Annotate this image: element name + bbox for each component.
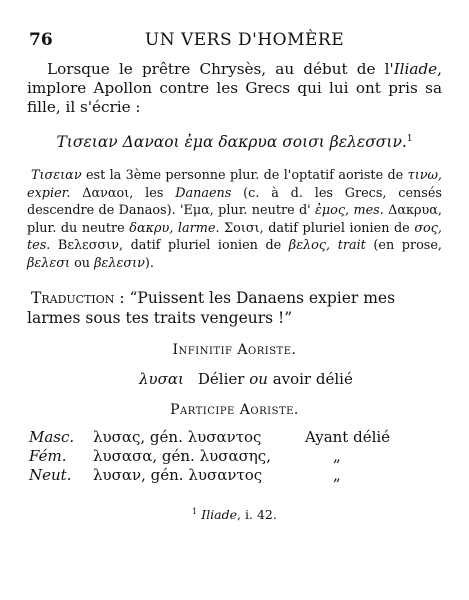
note-text: Δακρυα, plur. du neutre [27,203,442,236]
note-text: est la 3ème personne plur. de l'optatif aoriste de [81,168,408,183]
note-word: βελεσιν [94,255,145,271]
note-word: σος, [414,220,442,236]
note-word: δακρυ, [129,220,174,236]
gender-label: Fém. [29,447,67,465]
participle-heading: Participe Aoriste. [170,402,299,418]
note-text: ou [70,255,95,271]
gender-label: Masc. [29,428,75,446]
participle-table [27,428,390,485]
note-gloss: larme. [177,220,220,236]
page-number: 76 [29,30,53,50]
note-text: Δαναοι, les [70,185,176,201]
infinitive-or: ou [249,370,268,388]
table-row [27,447,390,466]
note-text: (en prose, [365,238,442,253]
footnote-work: Iliade [201,507,238,523]
footnote-ref: , i. 42. [237,507,277,523]
note-word: τινω, [407,168,442,183]
participle-form: λυσαν, gén. λυσαντος [93,466,263,484]
note-word: Τισειαν [31,168,82,183]
note-gloss: tes. [27,238,51,253]
infinitive-greek: λυσαι [139,370,184,388]
note-text: (c. à d. les Grecs, censés descendre de Danaos). 'Εμα, plur. neutre d' [27,185,442,218]
ditto-mark: „ [333,466,341,484]
footnote-mark: 1 [192,507,198,516]
greek-verse [27,133,442,151]
note-word: ἐμος, [315,203,350,218]
infinitive-french-a: Délier [197,370,250,388]
translation-paragraph [27,288,442,328]
intro-work-title: Iliade [393,60,438,78]
note-gloss: mes. [353,203,384,218]
note-word: βελεσι [27,255,70,271]
note-gloss: Danaens [175,185,232,201]
participle-form: λυσας, gén. λυσαντος [93,428,262,446]
table-row [27,428,390,447]
page-header [27,30,442,56]
table-row [27,466,390,485]
participle-translation: Ayant délié [305,428,391,446]
verse-text: Τισειαν Δαναοι ἐμα δακρυα σοισι βελεσσιν. [56,133,407,151]
intro-text-b: , implore Apollon contre les Grecs qui lui ont pris sa fille, il s'écrie : [27,60,442,116]
translation-text: : “Puissent les Danaens expier mes larmes sous tes traits vengeurs !” [27,289,396,327]
grammar-notes [27,167,442,272]
note-word: βελος, [288,238,331,253]
translation-label: Traduction [31,289,115,307]
note-text: Βελεσσιν, datif pluriel ionien de [50,238,289,253]
gender-label: Neut. [29,466,72,484]
intro-text-a: Lorsque le prêtre Chrysès, au début de l' [47,60,394,78]
footnote [27,507,442,522]
note-text: Σοισι, datif pluriel ionien de [219,220,415,236]
participle-form: λυσασα, gén. λυσασης, [93,447,271,465]
infinitive-french-b: avoir délié [267,370,353,388]
running-title: UN VERS D'HOMÈRE [144,30,345,50]
infinitive-line [27,370,442,388]
note-gloss: trait [337,238,366,253]
ditto-mark: „ [333,447,341,465]
intro-paragraph [27,60,442,117]
note-gloss: expier. [27,185,71,201]
infinitive-heading: Infinitif Aoriste. [172,342,297,358]
note-text: ). [144,255,154,271]
verse-footnote-mark: 1 [406,133,413,144]
